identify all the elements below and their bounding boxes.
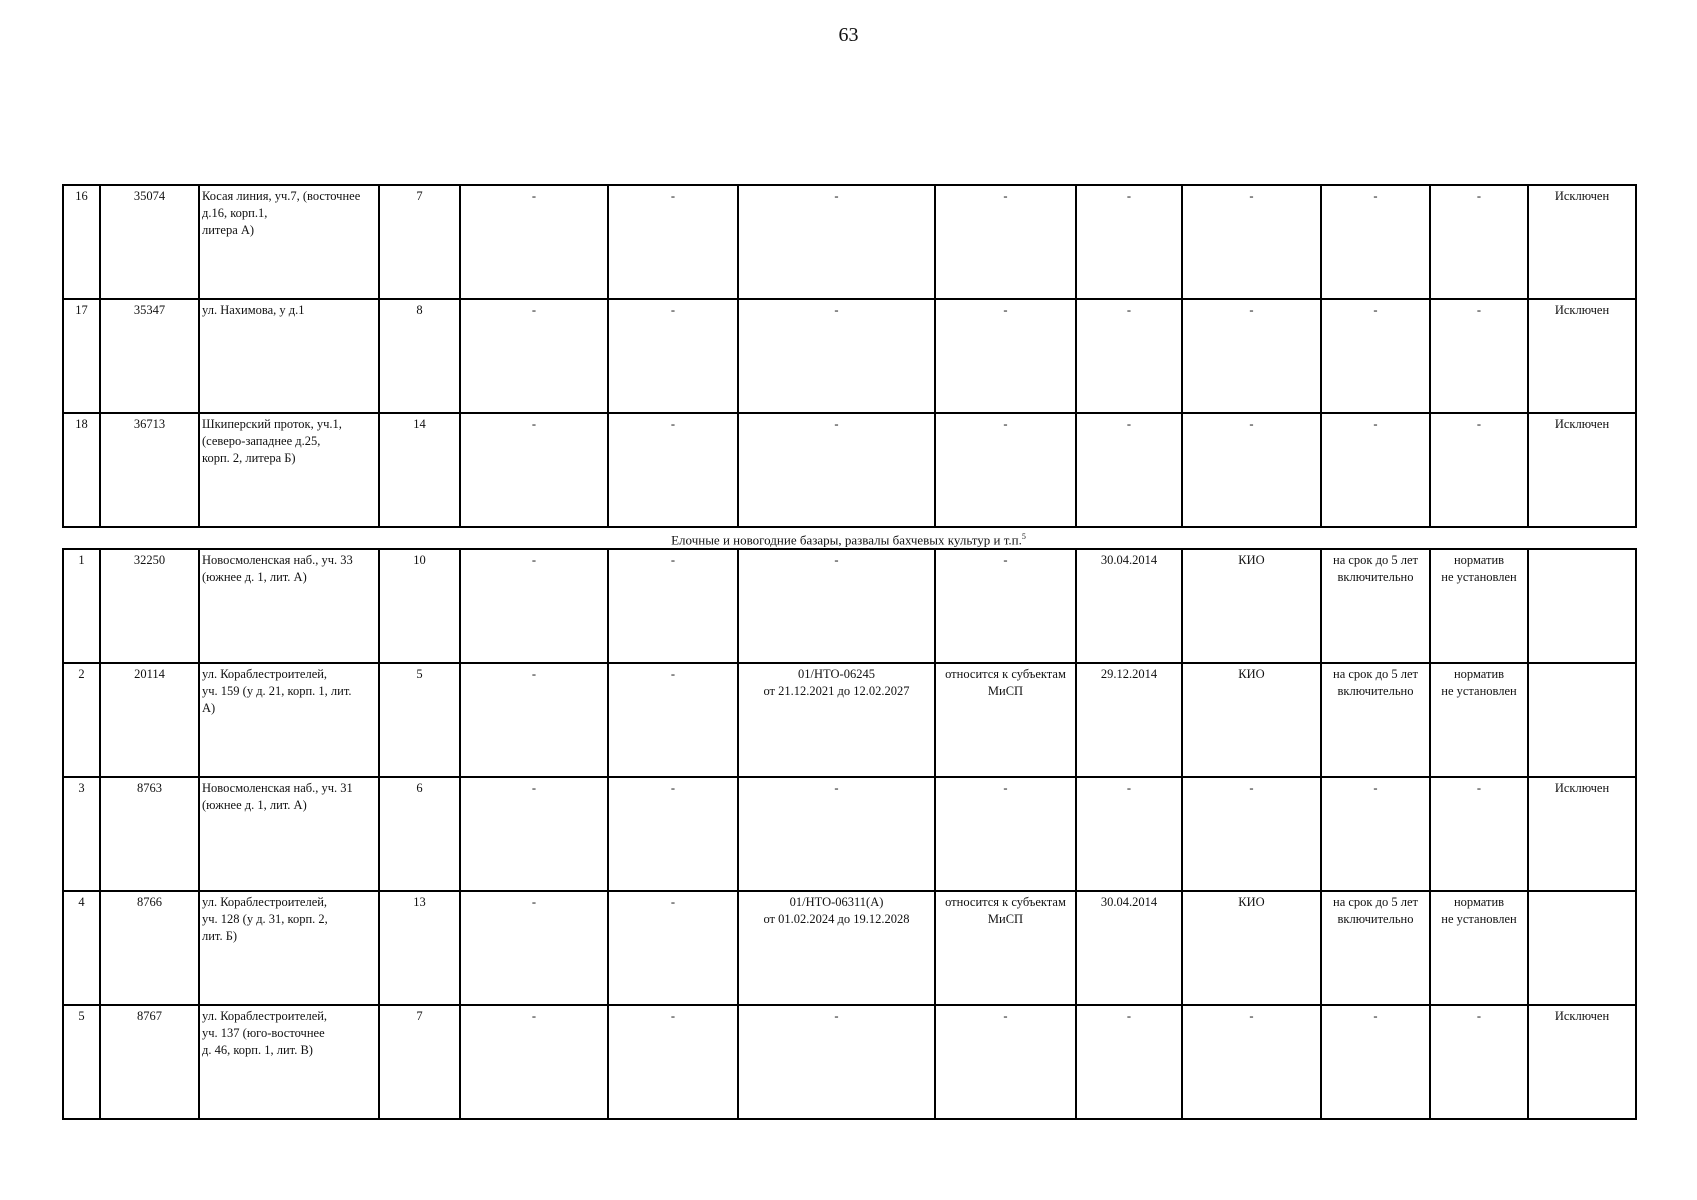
table-cell: 18	[63, 413, 100, 527]
table-cell: ул. Нахимова, у д.1	[199, 299, 379, 413]
table-cell: 8766	[100, 891, 199, 1005]
table-cell: 1	[63, 549, 100, 663]
table-cell: -	[608, 663, 738, 777]
table-cell: норматив не установлен	[1430, 663, 1528, 777]
table-cell: -	[1430, 185, 1528, 299]
table-cell: -	[1321, 1005, 1430, 1119]
table-row	[63, 891, 1636, 1005]
table-cell: 16	[63, 185, 100, 299]
table-cell: -	[460, 663, 608, 777]
records-table-top-body	[63, 185, 1636, 527]
table-cell: -	[460, 777, 608, 891]
table-cell: 17	[63, 299, 100, 413]
table-cell: -	[608, 777, 738, 891]
table-cell: 6	[379, 777, 460, 891]
table-cell: -	[935, 413, 1076, 527]
table-cell: -	[1430, 1005, 1528, 1119]
table-cell: -	[608, 299, 738, 413]
table-cell: -	[1076, 413, 1182, 527]
table-cell: -	[1321, 777, 1430, 891]
table-cell: -	[1076, 299, 1182, 413]
table-cell: 8767	[100, 1005, 199, 1119]
table-cell: -	[1430, 413, 1528, 527]
table-cell: -	[935, 777, 1076, 891]
section-caption-footnote: 5	[1021, 532, 1026, 541]
table-row	[63, 549, 1636, 663]
table-cell: КИО	[1182, 663, 1321, 777]
section-caption	[62, 528, 1635, 549]
table-cell: -	[935, 185, 1076, 299]
table-cell: -	[1430, 299, 1528, 413]
table-cell: Исключен	[1528, 185, 1636, 299]
table-cell: Исключен	[1528, 413, 1636, 527]
table-cell: 7	[379, 1005, 460, 1119]
table-cell: -	[1076, 1005, 1182, 1119]
table-cell: -	[1182, 1005, 1321, 1119]
table-cell: -	[1182, 185, 1321, 299]
table-cell: -	[460, 1005, 608, 1119]
table-row	[63, 1005, 1636, 1119]
table-cell: 35347	[100, 299, 199, 413]
table-cell: 13	[379, 891, 460, 1005]
table-cell: норматив не установлен	[1430, 549, 1528, 663]
table-cell: 14	[379, 413, 460, 527]
table-cell: 7	[379, 185, 460, 299]
table-cell: -	[608, 413, 738, 527]
table-cell: -	[1076, 185, 1182, 299]
table-cell: -	[608, 891, 738, 1005]
records-table-bazaars	[62, 548, 1637, 1120]
table-cell: -	[1182, 299, 1321, 413]
table-cell: -	[935, 299, 1076, 413]
table-cell: на срок до 5 лет включительно	[1321, 549, 1430, 663]
table-cell: 5	[379, 663, 460, 777]
table-cell: 8763	[100, 777, 199, 891]
table-cell: -	[460, 299, 608, 413]
table-cell: КИО	[1182, 549, 1321, 663]
table-cell: 8	[379, 299, 460, 413]
table-cell: -	[1076, 777, 1182, 891]
table-cell: -	[935, 1005, 1076, 1119]
table-cell: -	[1182, 413, 1321, 527]
table-cell: Исключен	[1528, 299, 1636, 413]
table-cell: -	[608, 1005, 738, 1119]
table-cell: 20114	[100, 663, 199, 777]
table-cell: 30.04.2014	[1076, 549, 1182, 663]
table-cell: 30.04.2014	[1076, 891, 1182, 1005]
table-cell	[1528, 549, 1636, 663]
table-cell: -	[1430, 777, 1528, 891]
table-cell: 01/НТО-06245 от 21.12.2021 до 12.02.2027	[738, 663, 935, 777]
table-cell: -	[1182, 777, 1321, 891]
table-cell: 35074	[100, 185, 199, 299]
table-cell: Косая линия, уч.7, (восточнее д.16, корп.1, литера А)	[199, 185, 379, 299]
table-cell: -	[1321, 299, 1430, 413]
table-cell: на срок до 5 лет включительно	[1321, 891, 1430, 1005]
table-cell: 10	[379, 549, 460, 663]
table-row	[63, 413, 1636, 527]
table-cell	[1528, 663, 1636, 777]
table-cell: -	[1321, 185, 1430, 299]
records-table-top	[62, 184, 1637, 528]
table-cell: ул. Кораблестроителей, уч. 128 (у д. 31, корп. 2, лит. Б)	[199, 891, 379, 1005]
table-cell: Исключен	[1528, 777, 1636, 891]
table-row	[63, 299, 1636, 413]
table-cell: 3	[63, 777, 100, 891]
table-cell: на срок до 5 лет включительно	[1321, 663, 1430, 777]
table-row	[63, 777, 1636, 891]
section-caption-text: Елочные и новогодние базары, развалы бахчевых культур и т.п.	[671, 532, 1022, 548]
table-cell: норматив не установлен	[1430, 891, 1528, 1005]
table-cell: 32250	[100, 549, 199, 663]
table-cell: -	[738, 549, 935, 663]
records-table-bazaars-body	[63, 549, 1636, 1119]
table-cell: -	[460, 185, 608, 299]
page-number: 63	[838, 24, 859, 46]
table-row	[63, 185, 1636, 299]
table-cell: -	[738, 777, 935, 891]
table-cell: -	[738, 413, 935, 527]
table-cell: -	[738, 185, 935, 299]
table-cell: ул. Кораблестроителей, уч. 137 (юго-восточнее д. 46, корп. 1, лит. В)	[199, 1005, 379, 1119]
table-cell: Исключен	[1528, 1005, 1636, 1119]
table-cell: 29.12.2014	[1076, 663, 1182, 777]
table-cell: КИО	[1182, 891, 1321, 1005]
table-cell: 4	[63, 891, 100, 1005]
table-cell: 5	[63, 1005, 100, 1119]
table-cell: -	[935, 549, 1076, 663]
table-cell	[1528, 891, 1636, 1005]
table-cell: относится к субъектам МиСП	[935, 891, 1076, 1005]
table-cell: ул. Кораблестроителей, уч. 159 (у д. 21, корп. 1, лит. А)	[199, 663, 379, 777]
table-row	[63, 663, 1636, 777]
table-cell: Новосмоленская наб., уч. 31 (южнее д. 1, лит. А)	[199, 777, 379, 891]
table-cell: Новосмоленская наб., уч. 33 (южнее д. 1, лит. А)	[199, 549, 379, 663]
table-cell: 36713	[100, 413, 199, 527]
table-cell: -	[460, 891, 608, 1005]
table-cell: -	[460, 413, 608, 527]
table-cell: -	[738, 1005, 935, 1119]
table-cell: относится к субъектам МиСП	[935, 663, 1076, 777]
table-cell: Шкиперский проток, уч.1, (северо-западнее д.25, корп. 2, литера Б)	[199, 413, 379, 527]
table-cell: -	[460, 549, 608, 663]
table-cell: 2	[63, 663, 100, 777]
table-cell: 01/НТО-06311(А) от 01.02.2024 до 19.12.2028	[738, 891, 935, 1005]
table-cell: -	[738, 299, 935, 413]
table-cell: -	[608, 549, 738, 663]
table-cell: -	[1321, 413, 1430, 527]
table-cell: -	[608, 185, 738, 299]
